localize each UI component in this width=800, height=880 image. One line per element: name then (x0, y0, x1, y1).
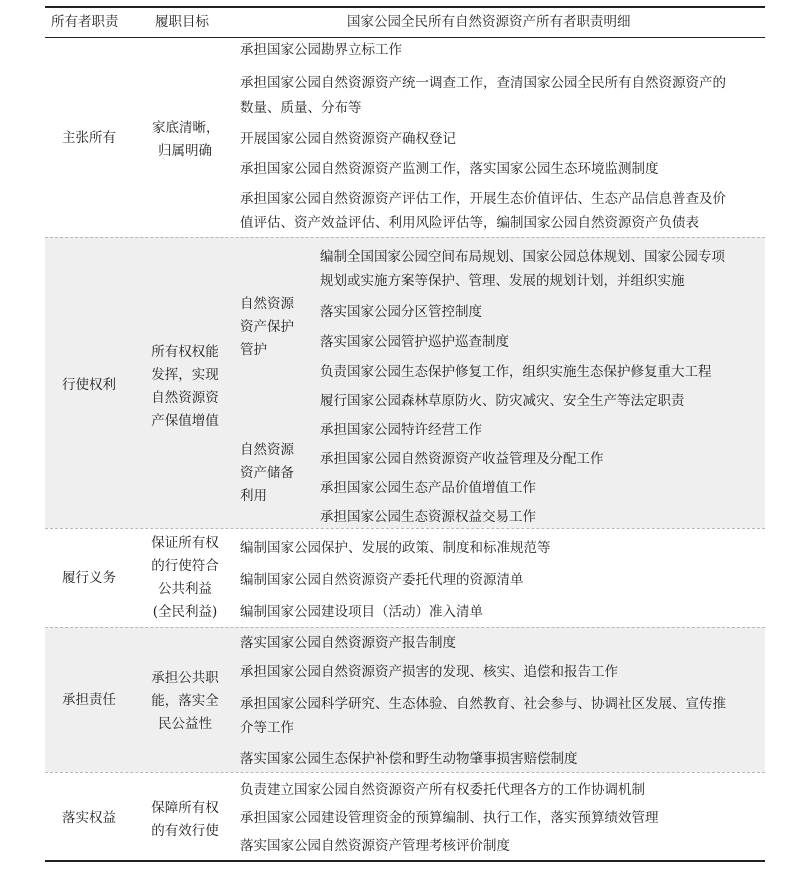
subgroup-label: 利用 (240, 488, 267, 504)
goal-line: 归属明确 (158, 143, 212, 159)
detail-item: 承担国家公园自然资源资产监测工作，落实国家公园生态环境监测制度 (240, 161, 659, 177)
detail-item: 开展国家公园自然资源资产确权登记 (240, 131, 456, 147)
detail-item: 编制国家公园保护、发展的政策、制度和标准规范等 (240, 540, 551, 556)
role-label: 落实权益 (62, 810, 116, 826)
detail-item: 落实国家公园自然资源资产报告制度 (240, 635, 456, 651)
row-separator (45, 627, 765, 628)
detail-item: 规划或实施方案等保护、管理、发展的规划计划，并组织实施 (320, 273, 685, 289)
detail-item: 承担国家公园自然资源资产损害的发现、核实、追偿和报告工作 (240, 664, 618, 680)
detail-item: 承担国家公园生态产品价值增值工作 (320, 480, 536, 496)
detail-item: 承担国家公园建设管理资金的预算编制、执行工作，落实预算绩效管理 (240, 810, 659, 826)
subgroup-label: 自然资源 (240, 442, 294, 458)
detail-item: 承担国家公园自然资源资产收益管理及分配工作 (320, 451, 604, 467)
goal-line: 自然资源资 (151, 390, 219, 406)
detail-item: 值评估、资产效益评估、利用风险评估等，编制国家公园自然资源资产负债表 (240, 215, 699, 231)
detail-item: 编制国家公园自然资源资产委托代理的资源清单 (240, 572, 524, 588)
goal-line: 所有权权能 (151, 344, 219, 360)
header-col-detail: 国家公园全民所有自然资源资产所有者职责明细 (347, 14, 631, 30)
detail-item: 落实国家公园分区管控制度 (320, 304, 482, 320)
detail-item: 承担国家公园自然资源资产统一调查工作，查清国家公园全民所有自然资源资产的 (240, 75, 726, 91)
role-label: 主张所有 (62, 130, 116, 146)
header-rule (45, 37, 765, 38)
detail-item: 负责国家公园生态保护修复工作，组织实施生态保护修复重大工程 (320, 364, 712, 380)
bottom-rule (45, 860, 765, 862)
detail-item: 承担国家公园勘界立标工作 (240, 42, 402, 58)
detail-item: 落实国家公园生态保护补偿和野生动物肇事损害赔偿制度 (240, 751, 578, 767)
subgroup-label: 资产储备 (240, 465, 294, 481)
goal-line: 民公益性 (158, 716, 212, 732)
subgroup-label: 资产保护 (240, 319, 294, 335)
goal-line: 发挥，实现 (151, 367, 219, 383)
goal-line: 家底清晰， (152, 120, 220, 136)
goal-line: (全民利益) (152, 604, 218, 620)
detail-item: 编制国家公园建设项目（活动）准入清单 (240, 604, 483, 620)
role-label: 行使权利 (62, 377, 116, 393)
goal-line: 能，落实全 (151, 693, 219, 709)
goal-line: 产保值增值 (151, 413, 219, 429)
goal-line: 的有效行使 (151, 823, 219, 839)
subgroup-label: 自然资源 (240, 296, 294, 312)
detail-item: 落实国家公园自然资源资产管理考核评价制度 (240, 838, 510, 854)
goal-line: 承担公共职 (151, 670, 219, 686)
row-separator (45, 772, 765, 773)
top-rule (45, 6, 765, 8)
goal-line: 的行使符合 (151, 558, 219, 574)
detail-item: 编制全国国家公园空间布局规划、国家公园总体规划、国家公园专项 (320, 249, 725, 265)
detail-item: 介等工作 (240, 720, 294, 736)
detail-item: 承担国家公园生态资源权益交易工作 (320, 509, 536, 525)
role-label: 履行义务 (62, 570, 116, 586)
goal-line: 保证所有权 (151, 535, 219, 551)
goal-line: 保障所有权 (151, 800, 219, 816)
role-label: 承担责任 (62, 692, 116, 708)
detail-item: 承担国家公园科学研究、生态体验、自然教育、社会参与、协调社区发展、宣传推 (240, 696, 726, 712)
detail-item: 落实国家公园管护巡护巡查制度 (320, 334, 509, 350)
detail-item: 履行国家公园森林草原防火、防灾减灾、安全生产等法定职责 (320, 393, 685, 409)
detail-item: 数量、质量、分布等 (240, 100, 362, 116)
row-separator (45, 237, 765, 238)
goal-line: 公共利益 (158, 581, 212, 597)
header-col-owner-duty: 所有者职责 (51, 14, 119, 30)
header-col-goal: 履职目标 (155, 14, 209, 30)
detail-item: 承担国家公园特许经营工作 (320, 422, 482, 438)
subgroup-label: 管护 (240, 342, 267, 358)
detail-item: 负责建立国家公园自然资源资产所有权委托代理各方的工作协调机制 (240, 782, 645, 798)
detail-item: 承担国家公园自然资源资产评估工作，开展生态价值评估、生态产品信息普查及价 (240, 191, 726, 207)
